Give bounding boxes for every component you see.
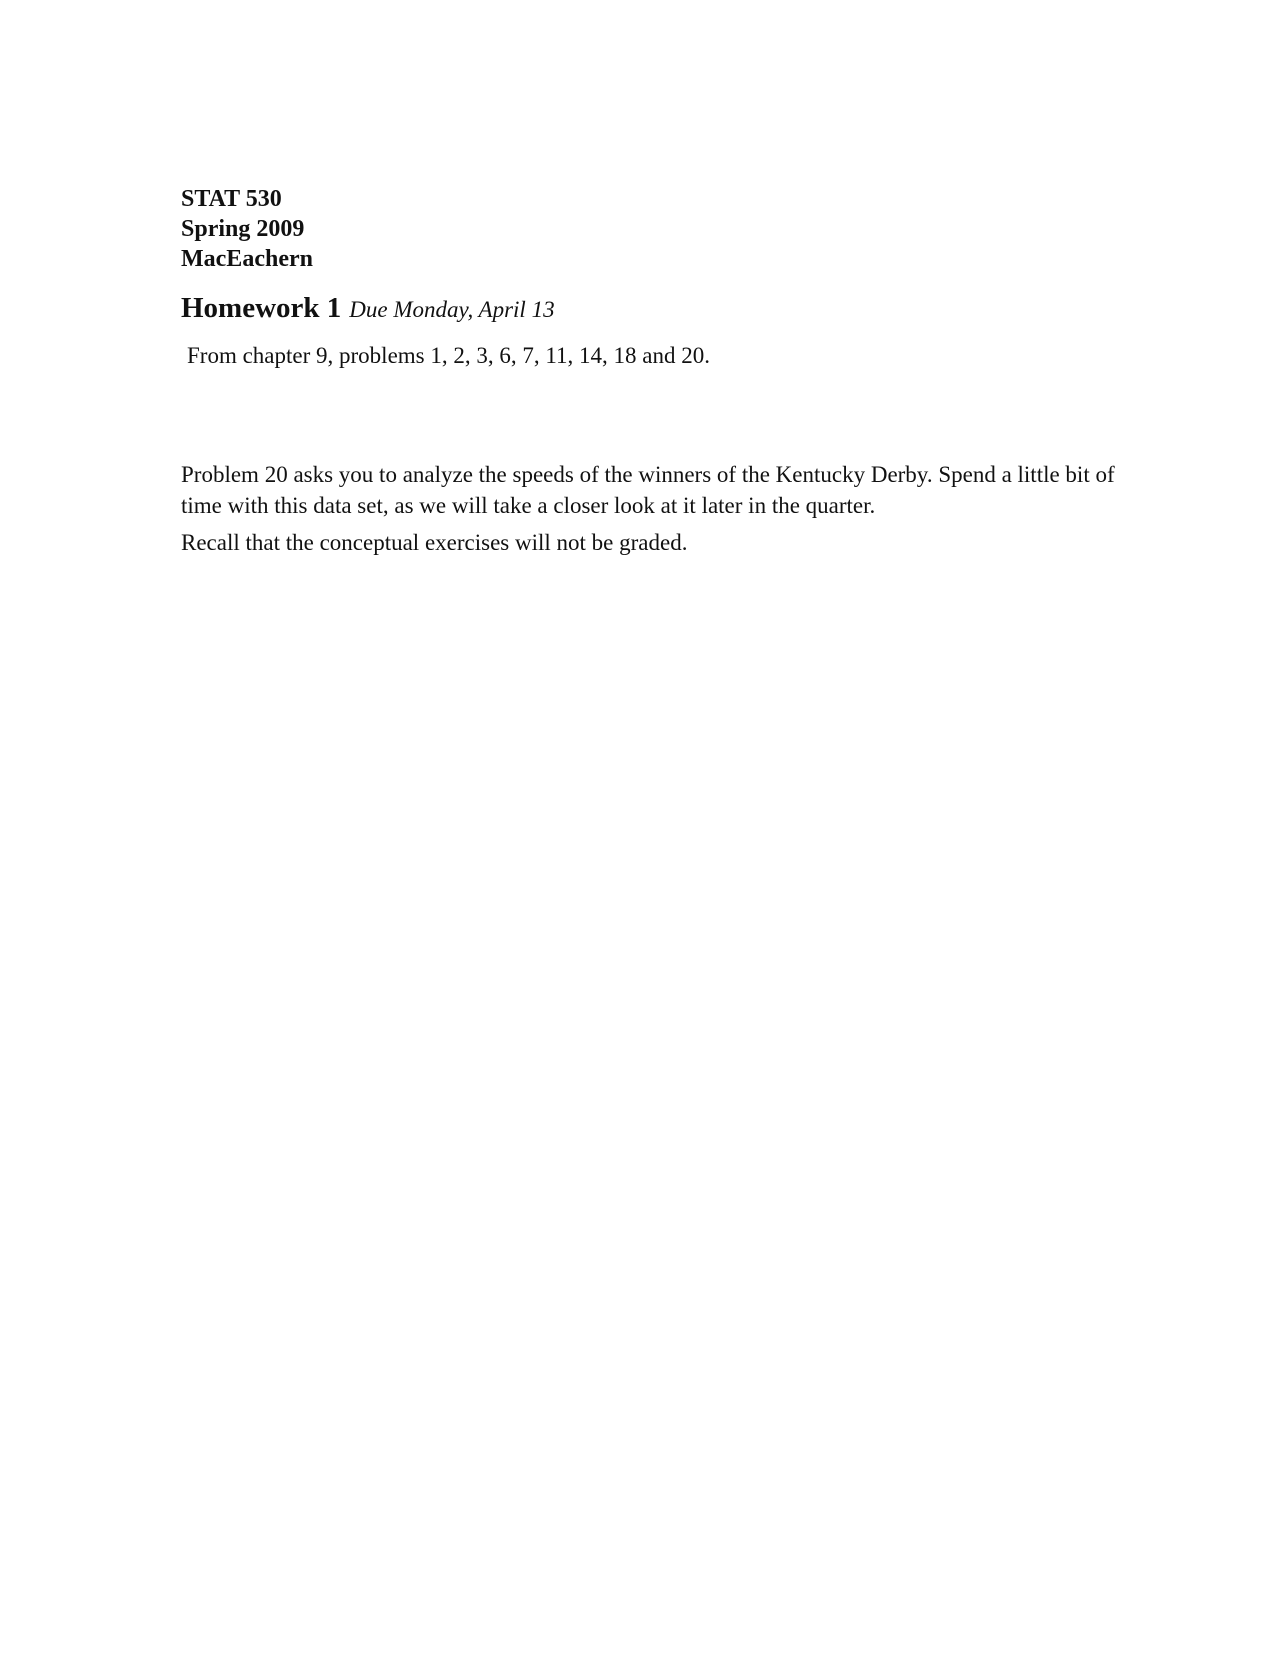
course-term: Spring 2009 [181, 216, 305, 242]
assigned-problems: From chapter 9, problems 1, 2, 3, 6, 7, 11, 14, 18 and 20. [187, 343, 710, 368]
course-name: STAT 530 [181, 186, 282, 212]
course-header [181, 184, 1141, 274]
due-date: Due Monday, April 13 [349, 297, 555, 322]
homework-title-row [181, 292, 1141, 325]
problem-20-note: Problem 20 asks you to analyze the speeds of the winners of the Kentucky Derby. Spend a little bit of time with this data set, as we will take a closer look at it later in the quarter. [181, 462, 1115, 518]
homework-title: Homework 1 [181, 292, 342, 324]
grading-note: Recall that the conceptual exercises will not be graded. [181, 530, 688, 555]
document-page [181, 184, 1141, 558]
instructor-name: MacEachern [181, 246, 313, 272]
